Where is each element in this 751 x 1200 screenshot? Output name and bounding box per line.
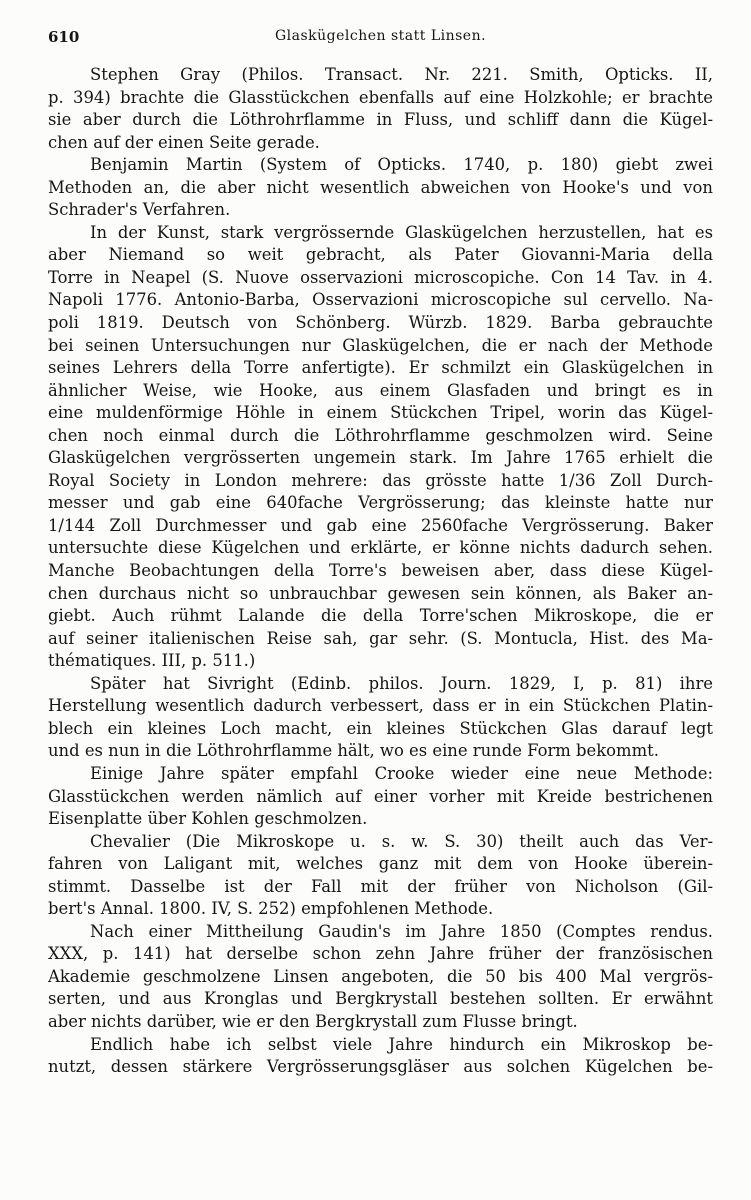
body-text	[48, 64, 713, 1079]
text-line: serten, und aus Kronglas und Bergkrystall bestehen sollten. Er erwähnt	[48, 989, 713, 1009]
text-line: giebt. Auch rühmt Lalande die della Torre'schen Mikroskope, die er	[48, 606, 713, 626]
page-header	[48, 24, 713, 54]
text-line: chen noch einmal durch die Löthrohrflamme geschmolzen wird. Seine	[48, 425, 713, 445]
text-line: Endlich habe ich selbst viele Jahre hindurch ein Mikroskop be-	[90, 1034, 713, 1054]
text-line: fahren von Laligant mit, welches ganz mit dem von Hooke überein-	[48, 854, 713, 874]
running-head: Glaskügelchen statt Linsen.	[274, 28, 487, 44]
text-line: nutzt, dessen stärkere Vergrösserungsgläser aus solchen Kügelchen be-	[48, 1057, 713, 1077]
text-line: Nach einer Mittheilung Gaudin's im Jahre 1850 (Comptes rendus.	[90, 921, 713, 941]
text-line: Akademie geschmolzene Linsen angeboten, die 50 bis 400 Mal vergrös-	[48, 966, 713, 986]
text-line: Glasstückchen werden nämlich auf einer vorher mit Kreide bestrichenen	[48, 786, 713, 806]
text-line: bert's Annal. 1800. IV, S. 252) empfohlenen Methode.	[48, 899, 494, 919]
text-line: chen durchaus nicht so unbrauchbar gewesen sein können, als Baker an-	[48, 583, 713, 603]
text-line: Methoden an, die aber nicht wesentlich abweichen von Hooke's und von	[48, 177, 713, 197]
text-line: chen auf der einen Seite gerade.	[48, 132, 320, 152]
text-line: Später hat Sivright (Edinb. philos. Journ. 1829, I, p. 81) ihre	[90, 673, 713, 693]
text-line: Manche Beobachtungen della Torre's beweisen aber, dass diese Kügel-	[48, 561, 713, 581]
text-line: messer und gab eine 640fache Vergrösserung; das kleinste hatte nur	[48, 493, 713, 513]
text-line: Schrader's Verfahren.	[48, 200, 231, 220]
text-line: Torre in Neapel (S. Nuove osservazioni microscopiche. Con 14 Tav. in 4.	[48, 267, 713, 287]
text-line: Chevalier (Die Mikroskope u. s. w. S. 30) theilt auch das Ver-	[90, 831, 713, 851]
text-line: aber Niemand so weit gebracht, als Pater Giovanni-Maria della	[48, 245, 713, 265]
text-line: Royal Society in London mehrere: das grösste hatte 1/36 Zoll Durch-	[48, 470, 713, 490]
text-line: Benjamin Martin (System of Opticks. 1740, p. 180) giebt zwei	[90, 155, 713, 175]
page-number: 610	[48, 28, 80, 46]
text-line: und es nun in die Löthrohrflamme hält, wo es eine runde Form bekommt.	[48, 741, 659, 761]
text-line: aber nichts darüber, wie er den Bergkrystall zum Flusse bringt.	[48, 1011, 578, 1031]
text-line: sie aber durch die Löthrohrflamme in Fluss, und schliff dann die Kügel-	[48, 110, 713, 130]
text-line: Herstellung wesentlich dadurch verbessert, dass er in ein Stückchen Platin-	[48, 696, 713, 716]
text-line: Napoli 1776. Antonio-Barba, Osservazioni microscopiche sul cervello. Na-	[48, 290, 713, 310]
text-line: blech ein kleines Loch macht, ein kleines Stückchen Glas darauf legt	[48, 718, 713, 738]
text-line: thématiques. III, p. 511.)	[48, 651, 256, 671]
text-line: bei seinen Untersuchungen nur Glaskügelchen, die er nach der Methode	[48, 335, 713, 355]
text-line: XXX, p. 141) hat derselbe schon zehn Jahre früher der französischen	[48, 944, 713, 964]
text-line: Einige Jahre später empfahl Crooke wieder eine neue Methode:	[90, 763, 713, 783]
text-line: untersuchte diese Kügelchen und erklärte, er könne nichts dadurch sehen.	[48, 538, 713, 558]
text-line: eine muldenförmige Höhle in einem Stückchen Tripel, worin das Kügel-	[48, 403, 713, 423]
text-line: stimmt. Dasselbe ist der Fall mit der früher von Nicholson (Gil-	[48, 876, 713, 896]
text-line: 1/144 Zoll Durchmesser und gab eine 2560fache Vergrösserung. Baker	[48, 515, 713, 535]
text-line: auf seiner italienischen Reise sah, gar sehr. (S. Montucla, Hist. des Ma-	[48, 628, 713, 648]
text-line: ähnlicher Weise, wie Hooke, aus einem Glasfaden und bringt es in	[48, 380, 713, 400]
text-line: seines Lehrers della Torre anfertigte). Er schmilzt ein Glaskügelchen in	[48, 358, 713, 378]
text-line: poli 1819. Deutsch von Schönberg. Würzb. 1829. Barba gebrauchte	[48, 313, 713, 333]
text-line: In der Kunst, stark vergrössernde Glaskügelchen herzustellen, hat es	[90, 222, 713, 242]
text-line: Glaskügelchen vergrösserten ungemein stark. Im Jahre 1765 erhielt die	[48, 448, 713, 468]
text-line: p. 394) brachte die Glasstückchen ebenfalls auf eine Holzkohle; er brachte	[48, 87, 713, 107]
text-line: Stephen Gray (Philos. Transact. Nr. 221. Smith, Opticks. II,	[90, 65, 713, 84]
text-line: Eisenplatte über Kohlen geschmolzen.	[48, 809, 368, 829]
